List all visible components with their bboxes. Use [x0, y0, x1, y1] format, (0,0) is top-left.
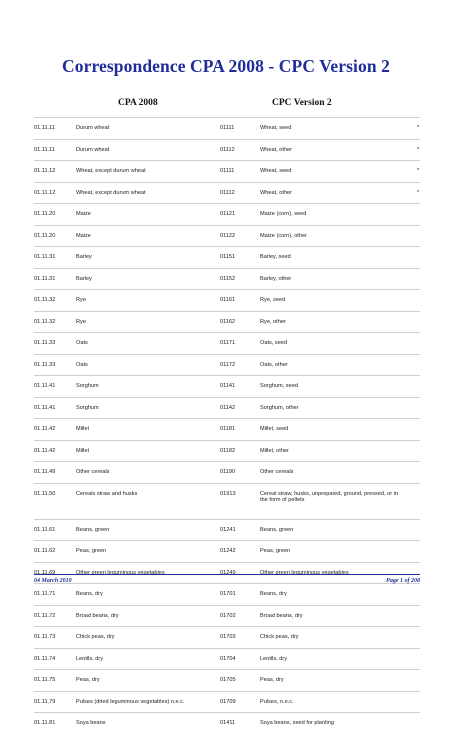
cpa-code-cell: 01.11.74 — [34, 655, 56, 662]
page-title: Correspondence CPA 2008 - CPC Version 2 — [62, 56, 390, 76]
cpc-description-cell: Wheat, other — [260, 146, 293, 153]
table-row — [34, 483, 420, 519]
cpa-code-cell: 01.11.72 — [34, 612, 56, 619]
table-row — [34, 160, 420, 182]
table-row — [34, 461, 420, 483]
cpc-description-cell: Maize (corn), other — [260, 232, 307, 239]
cpa-code-cell: 01.11.41 — [34, 383, 56, 389]
cpc-code-cell: 01171 — [220, 340, 236, 346]
cpc-description-cell: Wheat, seed — [260, 168, 292, 174]
cpa-description-cell: Beans, green — [76, 526, 110, 533]
cpa-code-cell: 01.11.49 — [34, 469, 56, 475]
cpa-code-cell: 01.11.50 — [34, 490, 56, 497]
table-row — [34, 182, 420, 204]
cpc-code-cell: 01142 — [220, 404, 236, 411]
cpc-description-cell: Oats, seed — [260, 340, 288, 346]
table-row — [34, 519, 420, 541]
table-row — [34, 648, 420, 670]
cpc-description-cell: Other green leguminous vegetables — [260, 569, 349, 576]
cpa-description-cell: Sorghum — [76, 404, 99, 411]
cpc-description-cell: Peas, dry — [260, 677, 284, 683]
cpc-code-cell: 01249 — [220, 569, 236, 576]
cpc-code-cell: 01709 — [220, 698, 236, 705]
cpa-description-cell: Oats — [76, 361, 88, 368]
cpa-code-cell: 01.11.71 — [34, 591, 56, 597]
column-header-cpa: CPA 2008 — [118, 98, 158, 108]
cpa-code-cell: 01.11.42 — [34, 426, 56, 432]
cpc-code-cell: 01705 — [220, 677, 236, 683]
cpc-description-cell: Millet, seed — [260, 426, 289, 432]
cpa-code-cell: 01.11.31 — [34, 275, 56, 282]
cpa-description-cell: Cereals straw and husks — [76, 490, 138, 497]
cpc-code-cell: 01122 — [220, 232, 236, 239]
cpa-code-cell: 01.11.33 — [34, 361, 56, 368]
cpc-code-cell: 01182 — [220, 447, 236, 454]
cpc-code-cell: 01703 — [220, 634, 236, 640]
cpc-description-cell: Beans, dry — [260, 591, 287, 597]
cpa-description-cell: Lentils, dry — [76, 655, 104, 662]
cpa-description-cell: Barley — [76, 254, 92, 260]
cpc-description-cell: Wheat, seed — [260, 125, 292, 131]
cpa-code-cell: 01.11.41 — [34, 404, 56, 411]
cpa-description-cell: Beans, dry — [76, 591, 103, 597]
footer-page-number: Page 1 of 208 — [386, 578, 420, 584]
table-row — [34, 117, 420, 139]
cpa-description-cell: Durum wheat — [76, 146, 110, 153]
cpc-description-cell: Barley, other — [260, 275, 292, 282]
table-row — [34, 225, 420, 247]
note-mark-cell: * — [417, 146, 420, 153]
table-row — [34, 332, 420, 354]
note-mark-cell: * — [417, 125, 420, 131]
cpc-description-cell: Sorghum, other — [260, 404, 299, 411]
cpa-description-cell: Rye — [76, 297, 86, 303]
column-header-cpc: CPC Version 2 — [272, 98, 332, 108]
cpc-description-cell: Wheat, other — [260, 189, 293, 196]
table-row — [34, 712, 420, 734]
table-row — [34, 246, 420, 268]
cpc-code-cell: 01151 — [220, 254, 236, 260]
cpc-description-cell: Rye, seed — [260, 297, 286, 303]
cpc-code-cell: 01190 — [220, 469, 236, 475]
cpa-code-cell: 01.11.73 — [34, 634, 56, 640]
cpa-description-cell: Other green leguminous vegetables — [76, 569, 165, 576]
table-row — [34, 375, 420, 397]
table-row — [34, 203, 420, 225]
cpa-code-cell: 01.11.75 — [34, 677, 56, 683]
cpc-code-cell: 01112 — [220, 189, 235, 196]
cpc-code-cell: 01701 — [220, 591, 236, 597]
table-row — [34, 691, 420, 713]
cpc-code-cell: 01241 — [220, 526, 236, 533]
cpc-code-cell: 01141 — [220, 383, 236, 389]
cpa-code-cell: 01.11.12 — [34, 189, 56, 196]
cpa-code-cell: 01.11.12 — [34, 168, 56, 174]
cpa-description-cell: Soya beans — [76, 720, 106, 726]
cpa-description-cell: Wheat, except durum wheat — [76, 168, 146, 174]
cpa-code-cell: 01.11.79 — [34, 698, 56, 705]
table-row — [34, 583, 420, 605]
cpc-code-cell: 01411 — [220, 720, 236, 726]
note-mark-cell: * — [417, 168, 420, 174]
table-row — [34, 268, 420, 290]
cpa-description-cell: Peas, dry — [76, 677, 100, 683]
cpc-description-cell: Sorghum, seed — [260, 383, 298, 389]
cpc-code-cell: 01121 — [220, 211, 236, 217]
table-row — [34, 139, 420, 161]
cpc-code-cell: 01111 — [220, 125, 235, 131]
cpa-code-cell: 01.11.31 — [34, 254, 56, 260]
cpc-description-cell: Lentils, dry — [260, 655, 288, 662]
note-mark-cell: * — [417, 189, 420, 196]
cpa-description-cell: Millet — [76, 447, 90, 454]
cpa-code-cell: 01.11.20 — [34, 232, 56, 239]
cpc-code-cell: 01111 — [220, 168, 235, 174]
cpa-description-cell: Maize — [76, 232, 91, 239]
table-row — [34, 669, 420, 691]
table-row — [34, 540, 420, 562]
cpc-code-cell: 01704 — [220, 655, 236, 662]
cpc-description-cell: Cereal straw, husks, unprepared, ground, pressed, or in the form of pellets — [260, 490, 399, 504]
cpc-code-cell: 01162 — [220, 318, 236, 325]
cpa-code-cell: 01.11.81 — [34, 720, 56, 726]
cpa-code-cell: 01.11.62 — [34, 548, 56, 554]
table-row — [34, 397, 420, 419]
cpc-code-cell: 01181 — [220, 426, 236, 432]
cpc-description-cell: Chick peas, dry — [260, 634, 299, 640]
cpa-code-cell: 01.11.32 — [34, 318, 56, 325]
cpa-description-cell: Oats — [76, 340, 88, 346]
table-row — [34, 605, 420, 627]
cpa-description-cell: Durum wheat — [76, 125, 110, 131]
cpc-code-cell: 01702 — [220, 612, 236, 619]
cpa-code-cell: 01.11.11 — [34, 146, 55, 153]
cpc-code-cell: 01242 — [220, 548, 236, 554]
table-row — [34, 562, 420, 584]
cpa-description-cell: Sorghum — [76, 383, 99, 389]
cpa-description-cell: Chick peas, dry — [76, 634, 115, 640]
cpa-description-cell: Peas, green — [76, 548, 107, 554]
cpa-code-cell: 01.11.32 — [34, 297, 56, 303]
cpc-description-cell: Peas, green — [260, 548, 291, 554]
cpc-description-cell: Pulses, n.e.c. — [260, 698, 294, 705]
cpa-description-cell: Millet — [76, 426, 90, 432]
cpa-description-cell: Barley — [76, 275, 92, 282]
cpa-code-cell: 01.11.69 — [34, 569, 56, 576]
cpc-code-cell: 01112 — [220, 146, 235, 153]
cpa-description-cell: Wheat, except durum wheat — [76, 189, 146, 196]
cpc-description-cell: Millet, other — [260, 447, 289, 454]
cpa-description-cell: Maize — [76, 211, 91, 217]
cpa-code-cell: 01.11.61 — [34, 526, 56, 533]
cpa-code-cell: 01.11.20 — [34, 211, 56, 217]
table-row — [34, 311, 420, 333]
cpc-description-cell: Broad beans, dry — [260, 612, 303, 619]
cpa-code-cell: 01.11.33 — [34, 340, 56, 346]
cpc-description-cell: Beans, green — [260, 526, 294, 533]
cpa-description-cell: Pulses (dried leguminous vegetables) n.e.c. — [76, 698, 185, 705]
cpc-description-cell: Soya beans, seed for planting — [260, 720, 335, 726]
cpc-description-cell: Maize (corn), seed — [260, 211, 307, 217]
table-row — [34, 626, 420, 648]
cpc-code-cell: 01913 — [220, 490, 236, 497]
cpa-description-cell: Other cereals — [76, 469, 110, 475]
table-row — [34, 418, 420, 440]
table-row — [34, 289, 420, 311]
correspondence-table — [34, 117, 420, 734]
cpc-code-cell: 01172 — [220, 361, 236, 368]
footer-divider — [34, 574, 420, 575]
cpa-description-cell: Rye — [76, 318, 86, 325]
cpa-code-cell: 01.11.42 — [34, 447, 56, 454]
cpc-code-cell: 01161 — [220, 297, 236, 303]
cpc-description-cell: Oats, other — [260, 361, 288, 368]
cpc-description-cell: Other cereals — [260, 469, 294, 475]
table-row — [34, 440, 420, 462]
footer-date: 04 March 2010 — [34, 578, 72, 584]
cpc-description-cell: Rye, other — [260, 318, 286, 325]
cpc-code-cell: 01152 — [220, 275, 236, 282]
cpc-description-cell: Barley, seed — [260, 254, 291, 260]
table-row — [34, 354, 420, 376]
cpa-description-cell: Broad beans, dry — [76, 612, 119, 619]
cpa-code-cell: 01.11.11 — [34, 125, 55, 131]
